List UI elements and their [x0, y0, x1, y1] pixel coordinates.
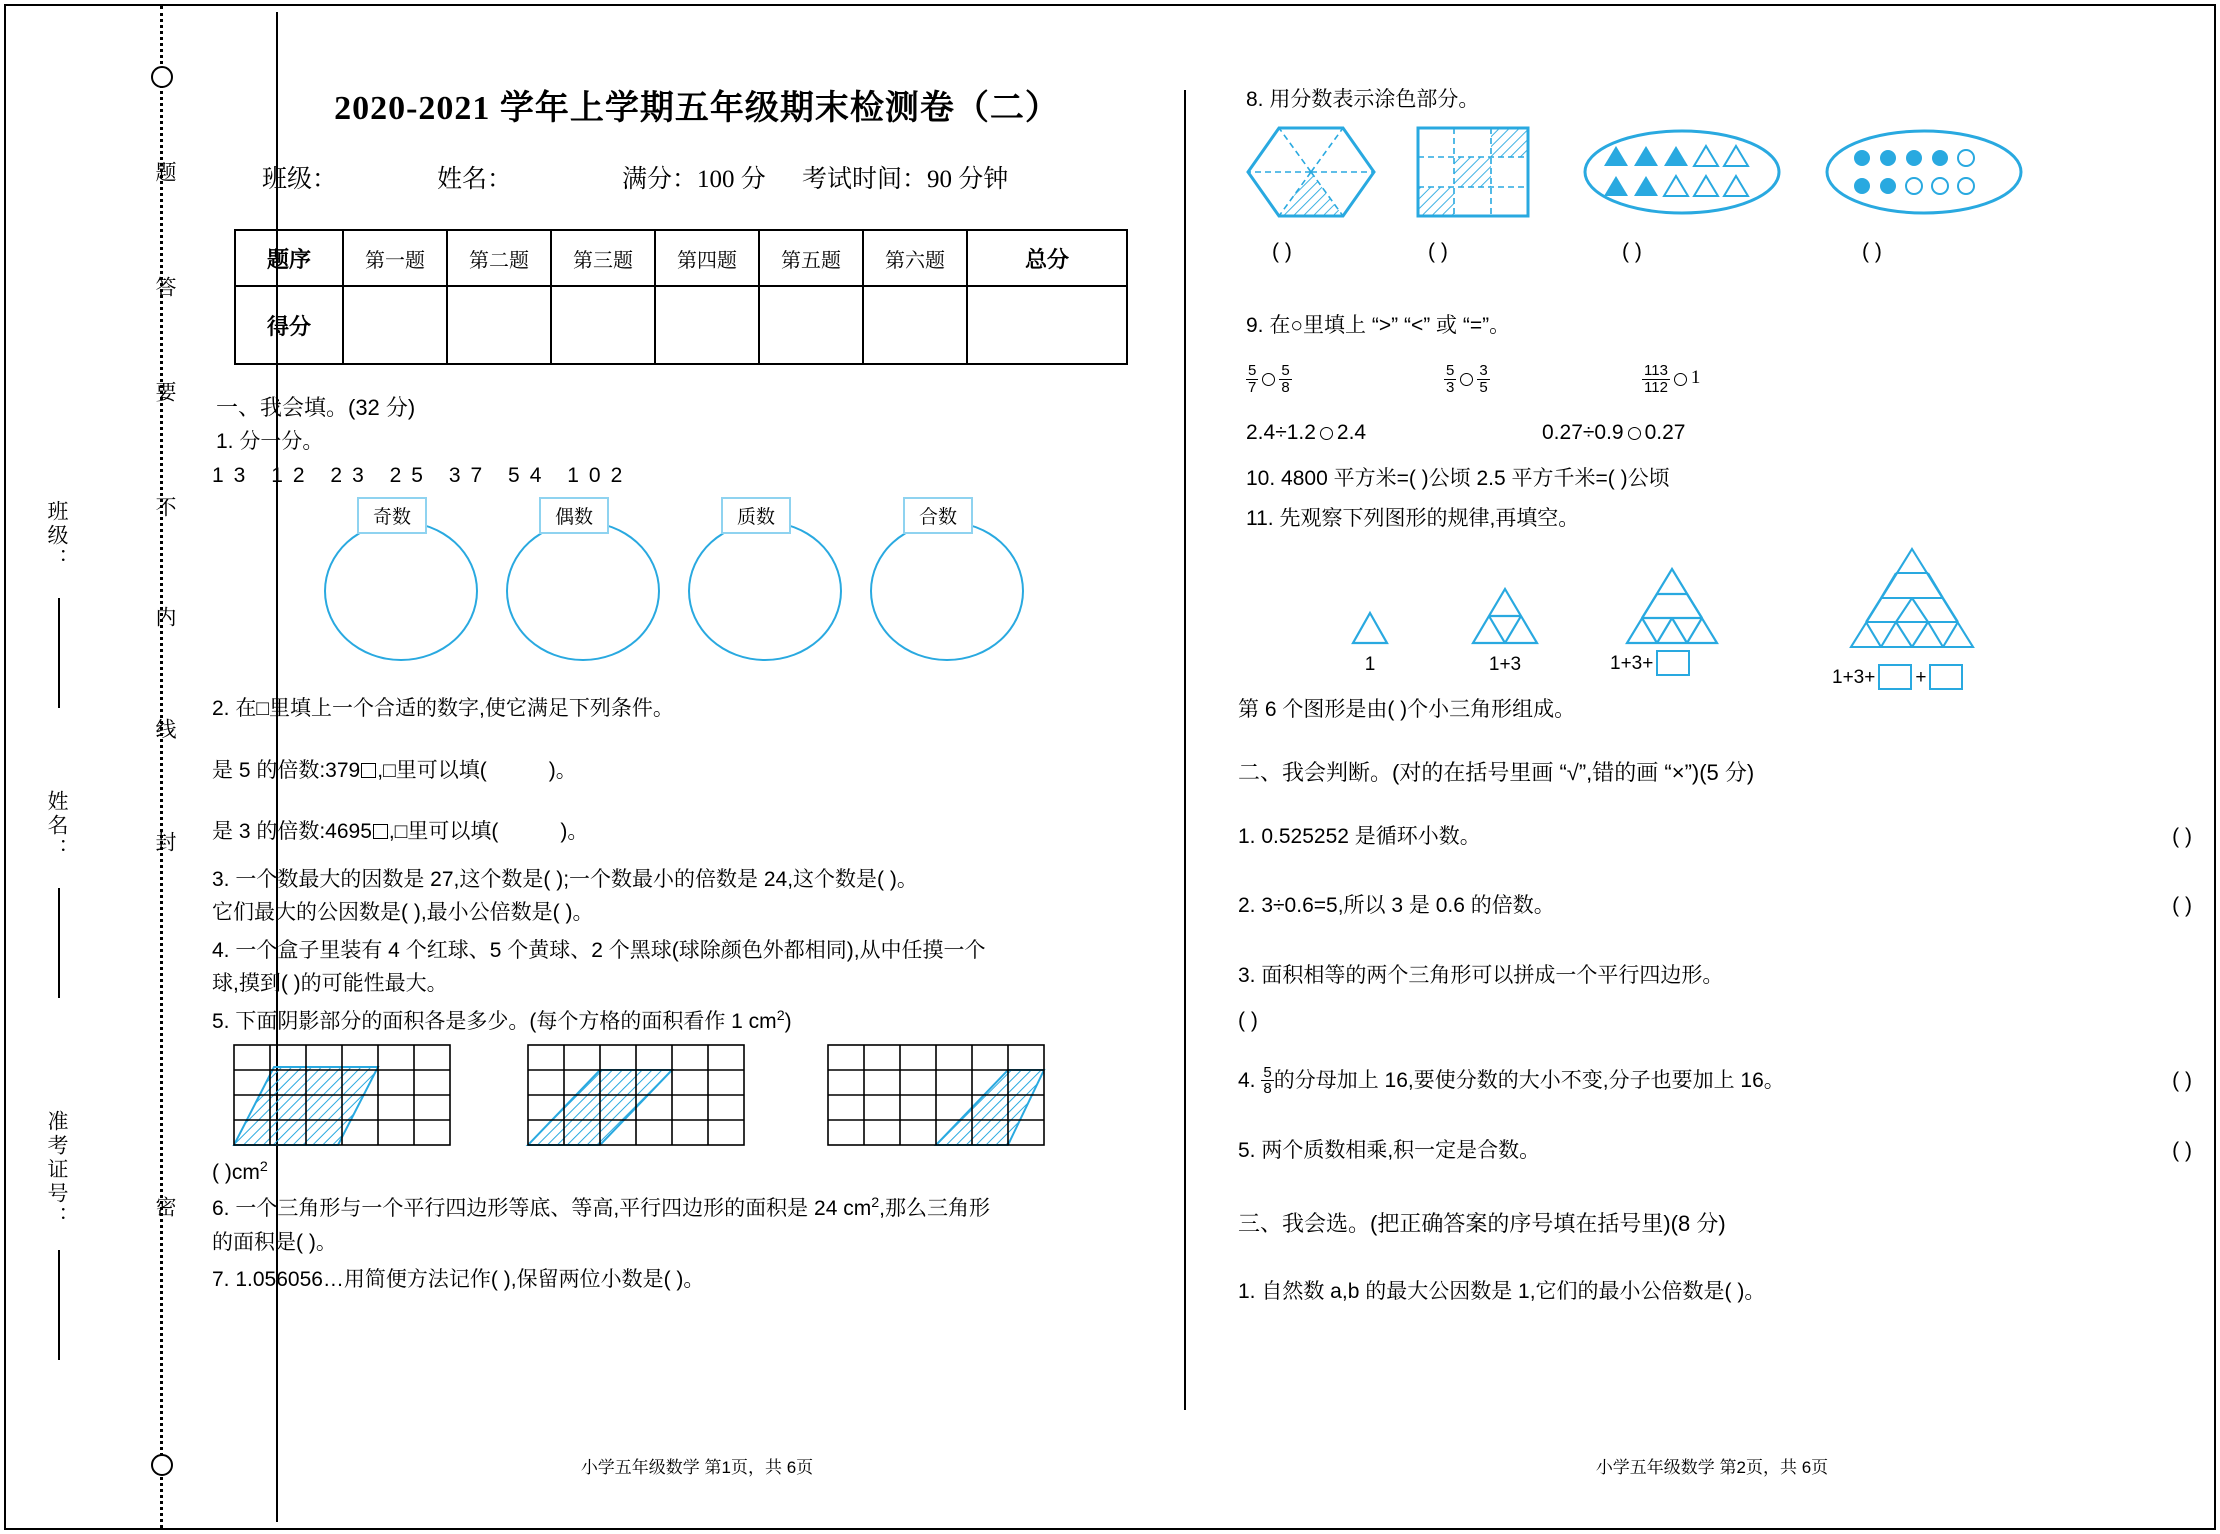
q3-line2: 它们最大的公因数是( ),最小公倍数是( )。: [212, 901, 594, 924]
seal-char-6: 封: [153, 831, 177, 855]
q1-classification-circles: [212, 497, 1182, 667]
exam-meta-row: [212, 159, 1182, 195]
info-label-class: 班级：: [45, 500, 69, 572]
q9-p3-right-value: 1: [1690, 366, 1701, 388]
q8-answer-4[interactable]: ( ): [1862, 239, 1882, 263]
q8-figure-grid: [1414, 124, 1532, 220]
q11-label-4: [1832, 664, 2082, 690]
q1-circle-label-prime: 质数: [721, 497, 791, 534]
q11-closing: 第 6 个图形是由( )个小三角形组成。: [1238, 698, 1576, 721]
score-cell-total[interactable]: [967, 286, 1127, 364]
q1-num-1: 12: [271, 463, 315, 487]
seal-char-3: 不: [153, 496, 177, 520]
section2-item-4-answer[interactable]: ( ): [2172, 1068, 2192, 1092]
q11-figure-2: [1470, 586, 1540, 646]
q9-pair-1[interactable]: [1246, 363, 1292, 396]
q6-line1: 6. 一个三角形与一个平行四边形等底、等高,平行四边形的面积是 24 $cm^2$,那么三角形: [212, 1195, 990, 1220]
section2-item-4: [1238, 1065, 2192, 1098]
q9-dec-2-circle-icon[interactable]: [1628, 427, 1641, 440]
q5-figure-2: [522, 1041, 750, 1151]
q9-pair-1-right-fraction: [1279, 363, 1291, 396]
q11-label-3-text: 1+3+: [1610, 653, 1654, 674]
q7-line: 7. 1.056056…用简便方法记作( ),保留两位小数是( )。: [212, 1268, 705, 1291]
q4-line2: 球,摸到( )的可能性最大。: [212, 972, 448, 995]
q2-m3-box-icon[interactable]: [373, 824, 388, 839]
q9-p1-right-den: 8: [1281, 378, 1290, 396]
q1-circle-label-even: 偶数: [539, 497, 609, 534]
q9-fraction-row: [1232, 359, 2192, 417]
q9-p3-left-den: 112: [1644, 378, 1668, 396]
q1-num-3: 25: [389, 463, 433, 487]
q11-figure-3: [1624, 566, 1720, 646]
q9-p1-left-num: 5: [1248, 362, 1257, 379]
section3-heading: 三、我会选。(把正确答案的序号填在括号里)(8 分): [1238, 1210, 1726, 1236]
q9-p2-left-den: 3: [1446, 378, 1455, 396]
section2-item-1-text: 1. 0.525252 是循环小数。: [1238, 824, 1481, 848]
q9-decimal-pair-2[interactable]: [1542, 417, 1685, 449]
q8-figures: [1232, 124, 2192, 222]
q8-figure-hexagon: [1246, 124, 1376, 220]
q4-line1: 4. 一个盒子里装有 4 个红球、5 个黄球、2 个黑球(球除颜色外都相同),从中任摸一个: [212, 938, 986, 962]
q2-m5-box-icon[interactable]: [361, 763, 376, 778]
q8-figure-dots-oval: [1824, 128, 2024, 216]
s2i4-num: 5: [1263, 1063, 1272, 1081]
section3-item-1: 1. 自然数 a,b 的最大公因数是 1,它们的最小公倍数是( )。: [1238, 1279, 1766, 1303]
q3-line1: 3. 一个数最大的因数是 27,这个数是( );一个数最小的倍数是 24,这个数是( )。: [212, 867, 918, 891]
q9-p2-left-num: 5: [1446, 362, 1455, 379]
section2-item-5: [1238, 1135, 2192, 1167]
meta-name-label: 姓名：: [437, 166, 513, 193]
score-table-body-row: [235, 286, 1127, 364]
q11-blank-box-2[interactable]: [1878, 664, 1912, 690]
meta-full-score: 满分：100 分: [622, 166, 766, 193]
q8-answer-row: [1232, 240, 2192, 276]
q9-dec-2-left: 0.27÷0.9: [1542, 421, 1624, 444]
section2-item-5-answer[interactable]: ( ): [2172, 1139, 2192, 1163]
seal-char-5: 线: [153, 718, 177, 742]
q2-line-multiple-of-5: [212, 755, 1182, 787]
section2-item-3: [1238, 960, 2192, 992]
q9-pair-1-left-fraction: [1246, 363, 1258, 396]
section2-item-1: [1238, 821, 2192, 853]
q9-dec-1-circle-icon[interactable]: [1320, 427, 1333, 440]
score-cell-5[interactable]: [759, 286, 863, 364]
q2-m3-post: )。: [560, 820, 589, 843]
q8-answer-1[interactable]: ( ): [1272, 239, 1292, 263]
q1-circle-even[interactable]: [506, 521, 660, 661]
q9-dec-1-left: 2.4÷1.2: [1246, 421, 1316, 444]
q9-p2-circle-icon[interactable]: [1460, 373, 1473, 386]
q9-pair-2-left-fraction: [1444, 363, 1456, 396]
score-header-cell-6: 第六题: [863, 230, 967, 286]
score-cell-6[interactable]: [863, 286, 967, 364]
seal-ring-bottom: [151, 1454, 173, 1476]
seal-dashed-line: [160, 6, 163, 1528]
score-table: [234, 229, 1128, 365]
q11-triangle-patterns: [1232, 544, 2192, 688]
q8-prompt: 8. 用分数表示涂色部分。: [1246, 88, 1480, 111]
info-label-id: 准考证号：: [45, 1110, 69, 1230]
score-header-cell-1: 第一题: [343, 230, 447, 286]
q5-text: 5. 下面阴影部分的面积各是多少。(每个方格的面积看作 1 $cm^2$): [212, 1007, 792, 1033]
section2-item-3-answer[interactable]: ( ): [1238, 1009, 1258, 1032]
score-cell-4[interactable]: [655, 286, 759, 364]
q1-number: 1.: [216, 430, 234, 453]
meta-exam-time: 考试时间：90 分钟: [802, 166, 1009, 193]
footer-right: 小学五年级数学 第2页，共 6页: [1595, 1458, 1829, 1477]
q1-num-4: 37: [448, 463, 493, 487]
section2-item-1-answer[interactable]: ( ): [2172, 824, 2192, 848]
q9-p2-right-den: 5: [1479, 378, 1488, 396]
score-header-cell-5: 第五题: [759, 230, 863, 286]
q2-m3-pre: 是 3 的倍数:4695: [212, 820, 372, 843]
score-header-cell-2: 第二题: [447, 230, 551, 286]
seal-char-0: 题: [153, 161, 177, 185]
q8-answer-2[interactable]: ( ): [1428, 239, 1448, 263]
page-title: 2020-2021 学年上学期五年级期末检测卷（二）: [334, 90, 1060, 127]
q9-pair-3-left-fraction: [1642, 363, 1670, 396]
q11-blank-box-3[interactable]: [1929, 664, 1963, 690]
section2-item-3-text: 3. 面积相等的两个三角形可以拼成一个平行四边形。: [1238, 963, 1724, 987]
q5-figure-3: [822, 1041, 1050, 1151]
q2-line-multiple-of-3: [212, 816, 1182, 848]
q1-num-0: 13: [212, 463, 256, 487]
score-header-cell-4: 第四题: [655, 230, 759, 286]
section1-heading: 一、我会填。(32 分): [216, 395, 416, 420]
q11-label-1: 1: [1364, 654, 1376, 675]
score-cell-2[interactable]: [447, 286, 551, 364]
q1-num-5: 54: [508, 463, 552, 487]
section2-item-4-fraction: [1261, 1065, 1273, 1098]
q9-prompt: 9. 在○里填上 “>” “<” 或 “=”。: [1246, 313, 1511, 337]
q5-prompt: [212, 1006, 1182, 1038]
info-line-name: [58, 888, 60, 998]
q11-figure-1: [1350, 610, 1390, 646]
q11-label-4-text: 1+3+: [1832, 667, 1876, 688]
q11-label-2: 1+3: [1488, 654, 1522, 675]
q1-num-6: 102: [567, 463, 633, 487]
q5-shaded-figures: [212, 1041, 1182, 1159]
score-table-header-row: [235, 230, 1127, 286]
section2-item-2: [1238, 890, 2192, 922]
meta-class-label: 班级：: [262, 166, 338, 193]
section2-item-3-answer-row: [1238, 1005, 2192, 1037]
q2-prompt: 2. 在□里填上一个合适的数字,使它满足下列条件。: [212, 697, 674, 720]
q9-decimal-row: [1232, 417, 2192, 451]
q1-num-2: 23: [330, 463, 374, 487]
score-cell-1[interactable]: [343, 286, 447, 364]
q1-prompt: [216, 426, 1182, 458]
score-header-cell-total: 总分: [967, 230, 1127, 286]
q9-p1-circle-icon[interactable]: [1262, 373, 1275, 386]
q9-pair-2[interactable]: [1444, 363, 1490, 396]
q11-plus-sign: +: [1915, 667, 1927, 688]
q11-prompt: 11. 先观察下列图形的规律,再填空。: [1246, 506, 1580, 530]
s2i4-den: 8: [1263, 1080, 1272, 1098]
q1-text: 分一分。: [239, 430, 324, 453]
score-header-cell-0: 题序: [235, 230, 343, 286]
column-divider: [1184, 90, 1186, 1410]
right-page-column: [1232, 18, 2192, 1514]
seal-char-2: 要: [153, 381, 177, 405]
info-line-class: [58, 598, 60, 708]
q8-figure-triangles-oval: [1582, 128, 1782, 216]
q9-p1-right-num: 5: [1281, 362, 1290, 379]
q9-p3-circle-icon[interactable]: [1674, 373, 1687, 386]
score-row-label: 得分: [235, 286, 343, 364]
left-page-column: [212, 18, 1182, 1514]
q10-line: 10. 4800 平方米=( )公顷 2.5 平方千米=( )公顷: [1246, 467, 1670, 490]
q9-decimal-pair-1[interactable]: [1246, 417, 1366, 449]
q2-m3-mid: ,□里可以填(: [388, 820, 499, 843]
q1-circle-label-odd: 奇数: [357, 497, 427, 534]
q2-m5-mid: ,□里可以填(: [377, 758, 487, 782]
q9-p3-left-num: 113: [1644, 362, 1668, 379]
q9-dec-1-right: 2.4: [1336, 421, 1367, 444]
q8-answer-3[interactable]: ( ): [1622, 239, 1642, 263]
q1-circle-prime[interactable]: [688, 521, 842, 661]
seal-ring-top: [151, 66, 173, 88]
q6-line2: 的面积是( )。: [212, 1230, 337, 1254]
q11-label-3: [1610, 650, 1790, 676]
candidate-info-column: [18, 0, 88, 1534]
score-cell-3[interactable]: [551, 286, 655, 364]
q1-number-list: [212, 460, 1182, 492]
section2-item-5-text: 5. 两个质数相乘,积一定是合数。: [1238, 1139, 1541, 1163]
section2-item-2-text: 2. 3÷0.6=5,所以 3 是 0.6 的倍数。: [1238, 894, 1555, 917]
seal-char-7: 密: [153, 1196, 177, 1220]
q9-pair-2-right-fraction: [1477, 363, 1489, 396]
q9-dec-2-right: 0.27: [1644, 421, 1686, 444]
seal-line-strip: [88, 6, 208, 1528]
q1-circle-odd[interactable]: [324, 521, 478, 661]
q9-p2-right-num: 3: [1479, 362, 1488, 379]
footer-left: 小学五年级数学 第1页，共 6页: [580, 1458, 814, 1477]
q9-p1-left-den: 7: [1248, 378, 1257, 396]
q5-figure-1: [228, 1041, 456, 1151]
section2-item-2-answer[interactable]: ( ): [2172, 894, 2192, 917]
info-label-name: 姓名：: [45, 790, 69, 862]
q2-m5-post: )。: [548, 758, 577, 782]
q5-answer-row: ( )$cm^2$: [212, 1159, 268, 1184]
q2-m5-pre: 是 5 的倍数:379: [212, 758, 361, 782]
section2-item-4-post: 的分母加上 16,要使分数的大小不变,分子也要加上 16。: [1273, 1068, 1785, 1092]
info-line-id: [58, 1250, 60, 1360]
seal-char-1: 答: [153, 276, 177, 300]
q1-circle-composite[interactable]: [870, 521, 1024, 661]
score-header-cell-3: 第三题: [551, 230, 655, 286]
q9-pair-3[interactable]: [1642, 363, 1700, 396]
q11-figure-4: [1848, 546, 1976, 650]
q11-blank-box-1[interactable]: [1656, 650, 1690, 676]
section2-heading: 二、我会判断。(对的在括号里画 “√”,错的画 “×”)(5 分): [1238, 759, 1755, 785]
section2-item-4-pre: 4.: [1238, 1068, 1262, 1092]
seal-char-4: 内: [153, 606, 177, 630]
q1-circle-label-composite: 合数: [903, 497, 973, 534]
